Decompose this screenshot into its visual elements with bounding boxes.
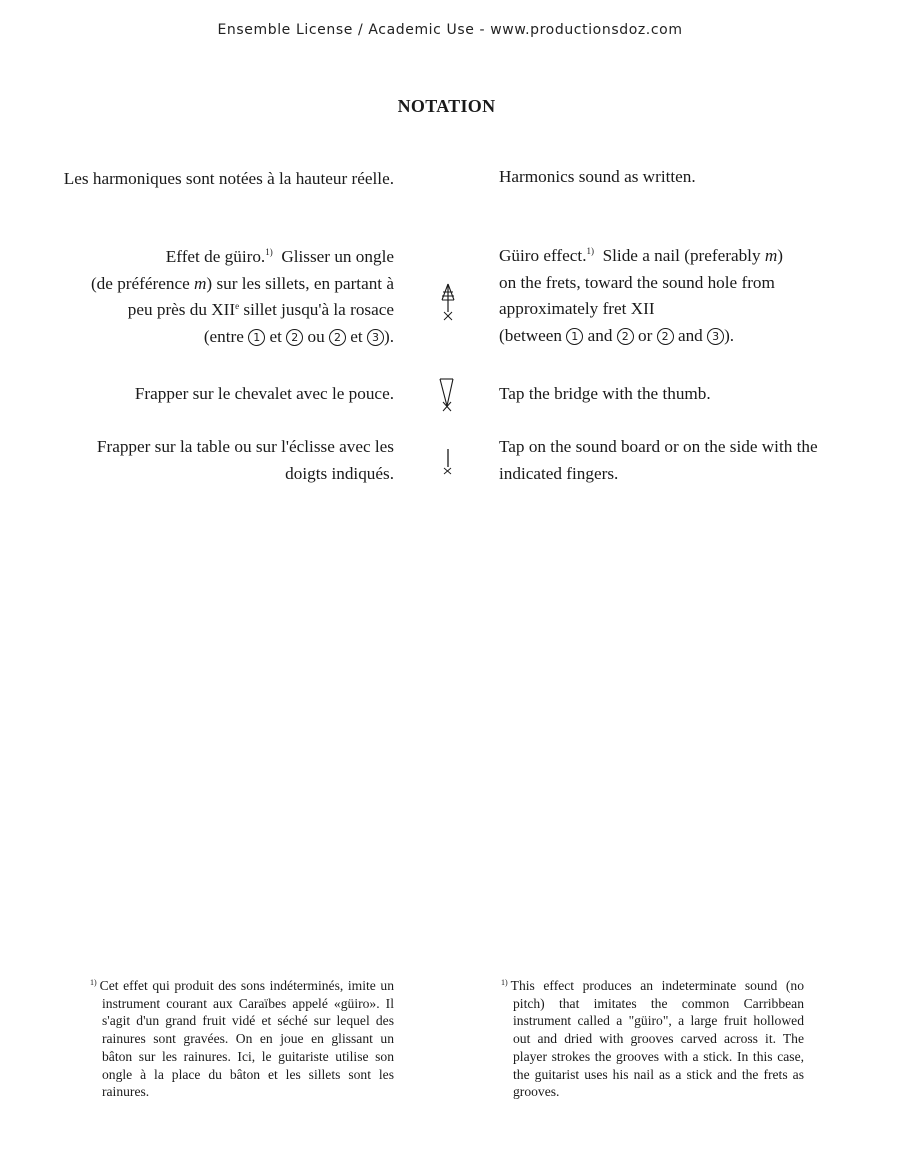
guiro-text-en — [499, 243, 819, 349]
body-text-en: Tap on the sound board or on the side with the indicated fingers. — [499, 437, 818, 483]
footnote-en-paragraph — [499, 977, 804, 1101]
footnote-ref: 1) — [265, 247, 273, 257]
string-3-circle: 3 — [707, 328, 724, 345]
bridge-text-en: Tap the bridge with the thumb. — [499, 384, 711, 403]
guiro-fr-l1-text: Glisser un ongle — [281, 247, 394, 266]
footnote-fr — [88, 977, 394, 1101]
string-1-circle: 1 — [248, 329, 265, 346]
tap-body-symbol-icon — [438, 447, 458, 477]
guiro-en-line-4 — [499, 323, 819, 350]
footnote-mark: 1) — [90, 978, 97, 987]
guiro-fr-line-2 — [60, 271, 394, 298]
guiro-fr-l4-a: (entre — [203, 326, 249, 346]
guiro-en-l4-a: (between — [499, 325, 567, 345]
finger-m: m — [764, 246, 778, 265]
finger-m: m — [194, 273, 207, 293]
guiro-en-l4-b: and — [583, 325, 617, 345]
string-3-circle: 3 — [367, 329, 384, 346]
guiro-en-line-2: on the frets, toward the sound hole from — [499, 272, 775, 292]
footnote-en-text: This effect produces an indeterminate sound (no pitch) that imitates the common Carribbean instrument called a "güiro", a large fruit hollowed out and dried with grooves carved across it. The player strokes the grooves with a stick. In this case, the guitarist uses his nail as a stick and the frets as grooves. — [510, 978, 804, 1100]
guiro-fr-l3-b: sillet jusqu'à la rosace — [239, 300, 394, 319]
string-2-circle: 2 — [286, 329, 303, 346]
guiro-fr-line-1 — [60, 244, 394, 271]
guiro-fr-l4-b: et — [265, 326, 287, 346]
string-2-circle: 2 — [657, 328, 674, 345]
guiro-fr-label: Effet de güiro. — [165, 247, 266, 266]
guiro-fr-l4-e: ). — [383, 326, 394, 346]
footnote-fr-text: Cet effet qui produit des sons indéterminés, imite un instrument courant aux Caraïbes appelé «güiro». Il s'agit d'un grand fruit vidé et séché sur lequel des rainures sont gravées. On en joue en glissant un bâton sur les rainures. Ici, le guitariste utilise son ongle à la place du bâton et les sillets sont les rainures. — [99, 978, 394, 1100]
string-2-circle: 2 — [617, 328, 634, 345]
footnote-ref: 1) — [586, 246, 594, 256]
guiro-en-label: Güiro effect. — [499, 246, 587, 265]
bridge-text-fr: Frapper sur le chevalet avec le pouce. — [134, 384, 394, 403]
harmonics-text-fr: Les harmoniques sont notées à la hauteur réelle. — [63, 169, 394, 188]
string-2-circle: 2 — [329, 329, 346, 346]
harmonics-text-en: Harmonics sound as written. — [499, 167, 696, 186]
license-header: Ensemble License / Academic Use - www.productionsdoz.com — [217, 22, 683, 38]
guiro-fr-line-4 — [60, 324, 394, 351]
page-title: NOTATION — [397, 96, 496, 116]
tap-bridge-symbol-icon — [437, 376, 457, 414]
guiro-en-l1-b: Slide a nail (preferably — [602, 246, 765, 265]
body-text-fr: Frapper sur la table ou sur l'éclisse avec les doigts indiqués. — [96, 437, 394, 483]
guiro-en-l4-c: or — [633, 325, 657, 345]
guiro-fr-l2-a: (de préférence — [90, 273, 194, 293]
guiro-fr-l4-d: et — [345, 326, 367, 346]
guiro-en-l1-c: ) — [777, 246, 784, 265]
footnote-en — [499, 977, 804, 1101]
guiro-en-l4-e: ). — [724, 325, 735, 345]
guiro-symbol-icon — [438, 282, 458, 322]
guiro-en-l4-d: and — [673, 325, 708, 345]
guiro-en-line-1 — [499, 243, 819, 270]
guiro-fr-l4-c: ou — [303, 326, 329, 346]
guiro-fr-line-3 — [60, 297, 394, 324]
ordinal-sup: e — [235, 301, 240, 311]
guiro-fr-l2-b: ) sur les sillets, en partant à — [206, 273, 394, 293]
guiro-text-fr — [60, 244, 394, 350]
footnote-mark: 1) — [501, 978, 508, 987]
footnote-fr-paragraph — [88, 977, 394, 1101]
guiro-fr-l3-a: peu près du XII — [127, 300, 236, 319]
string-1-circle: 1 — [566, 328, 583, 345]
guiro-en-line-3: approximately fret XII — [499, 299, 655, 318]
